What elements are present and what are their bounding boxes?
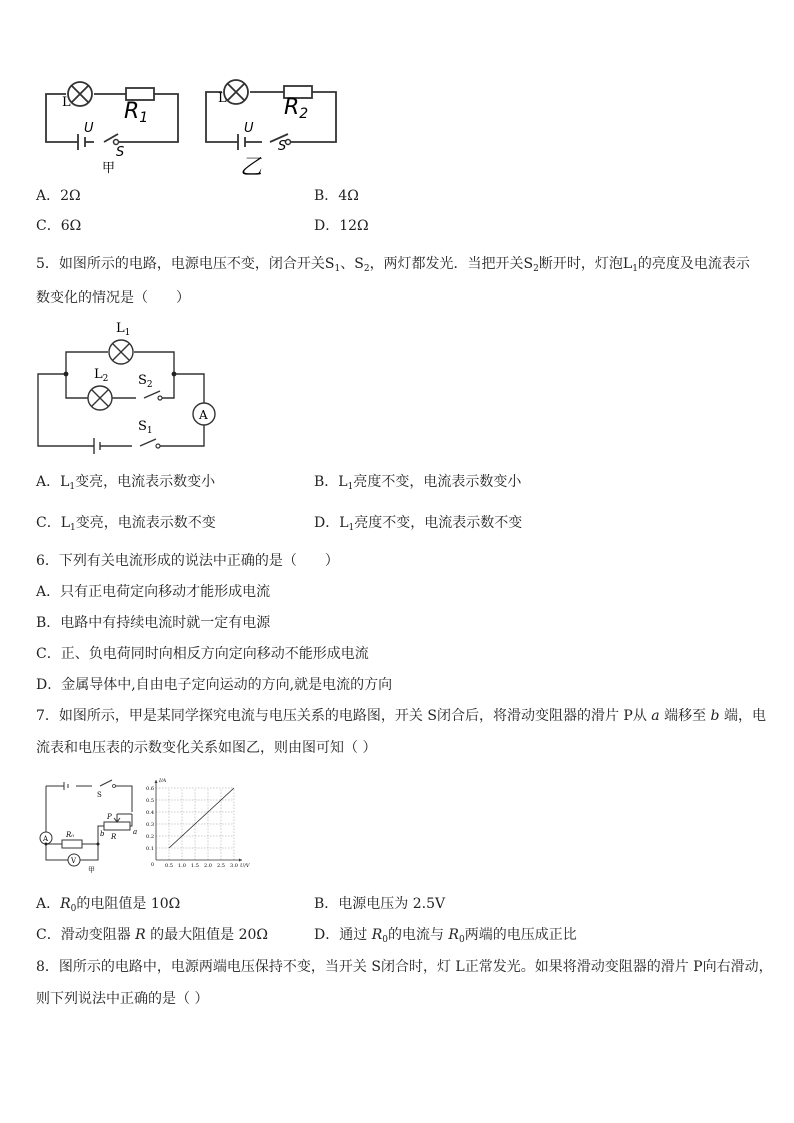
option-b: B．4Ω	[314, 188, 359, 204]
x-tick-label: 2.0	[204, 863, 212, 869]
x-axis-arrow	[239, 859, 242, 862]
switch-label: S	[116, 145, 125, 160]
resistor-label: R	[124, 99, 140, 124]
q7-option-a: A．$R_0$的电阻值是 10Ω	[36, 896, 181, 914]
svg-text:L1: $L_1$	[116, 321, 131, 338]
question-6-stem: 6．下列有关电流形成的说法中正确的是（ ）	[36, 553, 339, 569]
voltmeter-label: V	[71, 857, 77, 865]
svg-text:R2	[284, 95, 308, 122]
ammeter-label: A	[199, 408, 208, 422]
y-tick-label: 0.6	[146, 785, 154, 792]
q5-option-b: B．$L_1$亮度不变，电流表示数变小	[314, 474, 522, 492]
x-tick-label: 1.0	[178, 863, 186, 869]
terminal-a-label: a	[133, 828, 138, 836]
q6-option-d: D．金属导体中,自由电子定向运动的方向,就是电流的方向	[36, 677, 393, 693]
x-tick-label: 3.0	[230, 863, 238, 869]
q7-option-d: D．通过 $R_0$的电流与 $R_0$两端的电压成正比	[314, 927, 577, 945]
circuit-figure-q5	[36, 316, 226, 456]
q6-option-c: C．正、负电荷同时向相反方向定向移动不能形成电流	[36, 646, 369, 662]
q5-option-a: A．$L_1$变亮，电流表示数变小	[36, 474, 216, 492]
q6-option-b: B．电路中有持续电流时就一定有电源	[36, 615, 271, 631]
y-tick-label: 0.2	[146, 833, 154, 840]
q5-option-d: D．$L_1$亮度不变，电流表示数不变	[314, 515, 523, 533]
series-line	[169, 788, 234, 848]
figure-caption-jia: 甲	[102, 161, 116, 176]
question-7-stem-line2: 流表和电压表的示数变化关系如图乙，则由图可知（ ）	[36, 740, 377, 756]
q7-option-b: B．电源电压为 2.5V	[314, 896, 446, 912]
resistor-subscript: 2	[299, 106, 309, 122]
q7-option-c: C．滑动变阻器 R 的最大阻值是 20Ω	[36, 927, 269, 943]
y-tick-label: 0.5	[146, 797, 154, 804]
option-c: C．6Ω	[36, 218, 82, 234]
circuit-figure-jia	[36, 72, 186, 182]
origin-label: 0	[150, 862, 154, 868]
y-axis-label: I/A	[159, 778, 167, 784]
slider-p-label: P	[107, 813, 112, 821]
ammeter-label: A	[43, 835, 49, 843]
y-tick-label: 0.3	[146, 821, 154, 828]
figure-caption-jia: 甲	[88, 866, 95, 874]
question-8-stem: 8．图所示的电路中，电源两端电压保持不变，当开关 S闭合时，灯 L正常发光。如果将滑动变阻器的滑片 P向右滑动，	[36, 959, 773, 975]
lamp-label: L	[62, 95, 71, 110]
q5-option-c: C．$L_1$变亮，电流表示数不变	[36, 515, 216, 533]
r0-label: R₀	[66, 831, 75, 839]
current-voltage-chart	[144, 774, 250, 880]
y-tick-label: 0.4	[146, 809, 154, 816]
option-a: A．2Ω	[36, 188, 81, 204]
y-axis-arrow	[155, 780, 158, 783]
switch-s2-label: S	[138, 373, 147, 388]
question-5-stem-line2: 数变化的情况是（ ）	[36, 290, 190, 306]
lamp-label: L	[218, 91, 227, 106]
x-axis-label: U/V	[240, 863, 250, 869]
resistor-subscript: 1	[139, 110, 149, 126]
switch-s1-label: S	[138, 419, 147, 434]
rheostat-label: R	[111, 833, 117, 841]
question-5-stem: 5．如图所示的电路，电源电压不变，闭合开关$S_1$、$S_2$，两灯都发光．当把开关$S_2$断开时，灯泡$L_1$的亮度及电流表示	[36, 256, 750, 274]
svg-text:S1: $S_1$	[138, 419, 153, 436]
question-7-stem: 7．如图所示，甲是某同学探究电流与电压关系的电路图，开关 S闭合后，将滑动变阻器的滑片 P从 a 端移至 b 端，电	[36, 708, 766, 724]
question-8-stem-line2: 则下列说法中正确的是（ ）	[36, 991, 209, 1007]
q6-option-a: A．只有正电荷定向移动才能形成电流	[36, 584, 271, 600]
source-label: U	[244, 121, 254, 136]
svg-text:R1	[124, 99, 148, 126]
circuit-figure-q7-jia	[36, 774, 146, 874]
source-label: U	[84, 121, 94, 136]
terminal-b-label: b	[100, 830, 105, 838]
option-d: D．12Ω	[314, 218, 369, 234]
circuit-figure-yi	[196, 72, 346, 182]
lamp-l1-label: L	[116, 321, 125, 336]
svg-text:S2: $S_2$	[138, 373, 153, 390]
y-tick-label: 0.1	[146, 845, 154, 852]
switch-label: S	[278, 139, 287, 154]
resistor-label: R	[284, 95, 300, 120]
figure-caption-yi: 乙	[240, 155, 263, 180]
x-tick-label: 2.5	[217, 863, 225, 869]
x-tick-label: 0.5	[165, 863, 173, 869]
switch-label: S	[97, 791, 102, 799]
lamp-l2-label: L	[94, 367, 103, 382]
x-tick-label: 1.5	[191, 863, 199, 869]
svg-text:L2: $L_2$	[94, 367, 109, 384]
